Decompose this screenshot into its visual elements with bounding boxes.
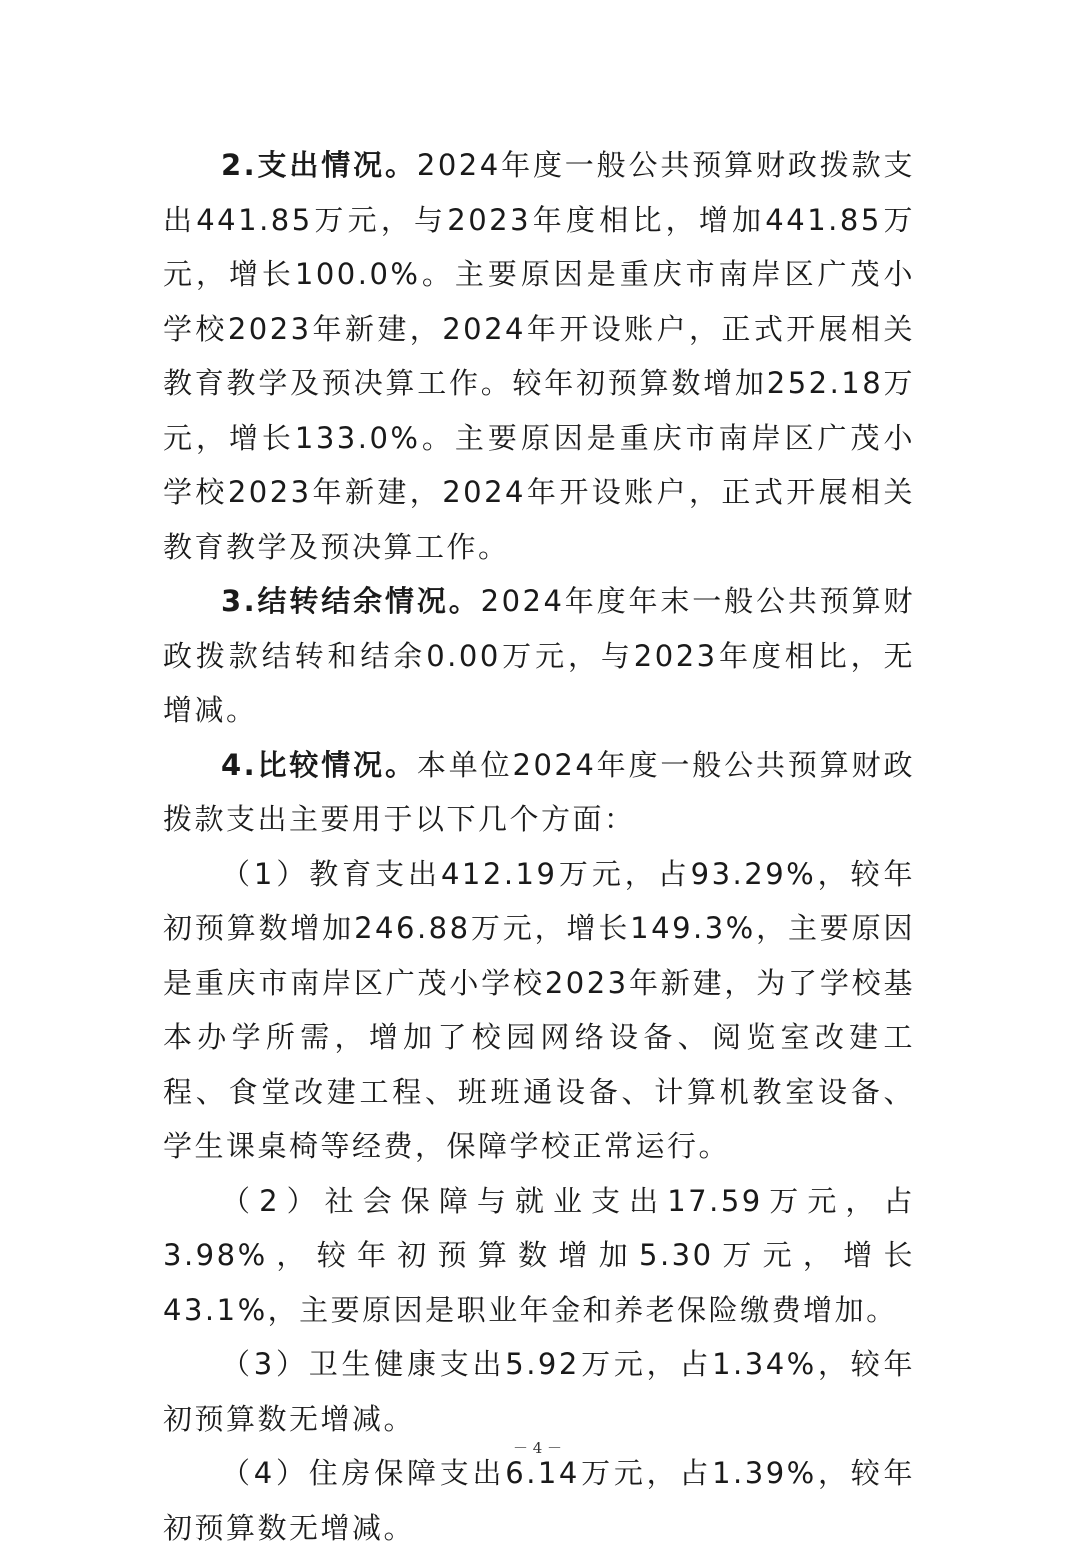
paragraph-education bbox=[163, 847, 915, 1174]
text-carryover: 2024年度年末一般公共预算财政拨款结转和结余0.00万元，与2023年度相比，无增减。 bbox=[163, 584, 915, 727]
paragraph-expenditure bbox=[163, 138, 915, 574]
body-text bbox=[163, 138, 915, 1555]
paragraph-carryover bbox=[163, 574, 915, 738]
text-social-security: （2）社会保障与就业支出17.59万元，占3.98%，较年初预算数增加5.30万元，增长43.1%，主要原因是职业年金和养老保险缴费增加。 bbox=[163, 1183, 915, 1327]
paragraph-comparison bbox=[163, 738, 915, 847]
page-number: － 4 － bbox=[512, 1439, 563, 1457]
text-expenditure: 2024年度一般公共预算财政拨款支出441.85万元，与2023年度相比，增加441.85万元，增长100.0%。主要原因是重庆市南岸区广茂小学校2023年新建，2024年开设账户，正式开展相关教育教学及预决算工作。较年初预算数增加252.18万元，增长133.0%。主要原因是重庆市南岸区广茂小学校2023年新建，2024年开设账户，正式开展相关教育教学及预决算工作。 bbox=[163, 148, 915, 564]
heading-carryover: 3.结转结余情况。 bbox=[221, 584, 481, 618]
paragraph-social-security bbox=[163, 1174, 915, 1338]
text-comparison: 本单位2024年度一般公共预算财政拨款支出主要用于以下几个方面： bbox=[163, 747, 915, 836]
heading-comparison: 4.比较情况。 bbox=[221, 747, 417, 782]
text-education: （1）教育支出412.19万元，占93.29%，较年初预算数增加246.88万元，增长149.3%，主要原因是重庆市南岸区广茂小学校2023年新建，为了学校基本办学所需，增加了校园网络设备、阅览室改建工程、食堂改建工程、班班通设备、计算机教室设备、学生课桌椅等经费，保障学校正常运行。 bbox=[163, 856, 915, 1163]
paragraph-health bbox=[163, 1337, 915, 1446]
text-health: （3）卫生健康支出5.92万元，占1.34%，较年初预算数无增减。 bbox=[163, 1347, 915, 1436]
text-housing: （4）住房保障支出6.14万元，占1.39%，较年初预算数无增减。 bbox=[163, 1456, 915, 1545]
heading-expenditure: 2.支出情况。 bbox=[221, 148, 417, 182]
paragraph-housing bbox=[163, 1446, 915, 1555]
